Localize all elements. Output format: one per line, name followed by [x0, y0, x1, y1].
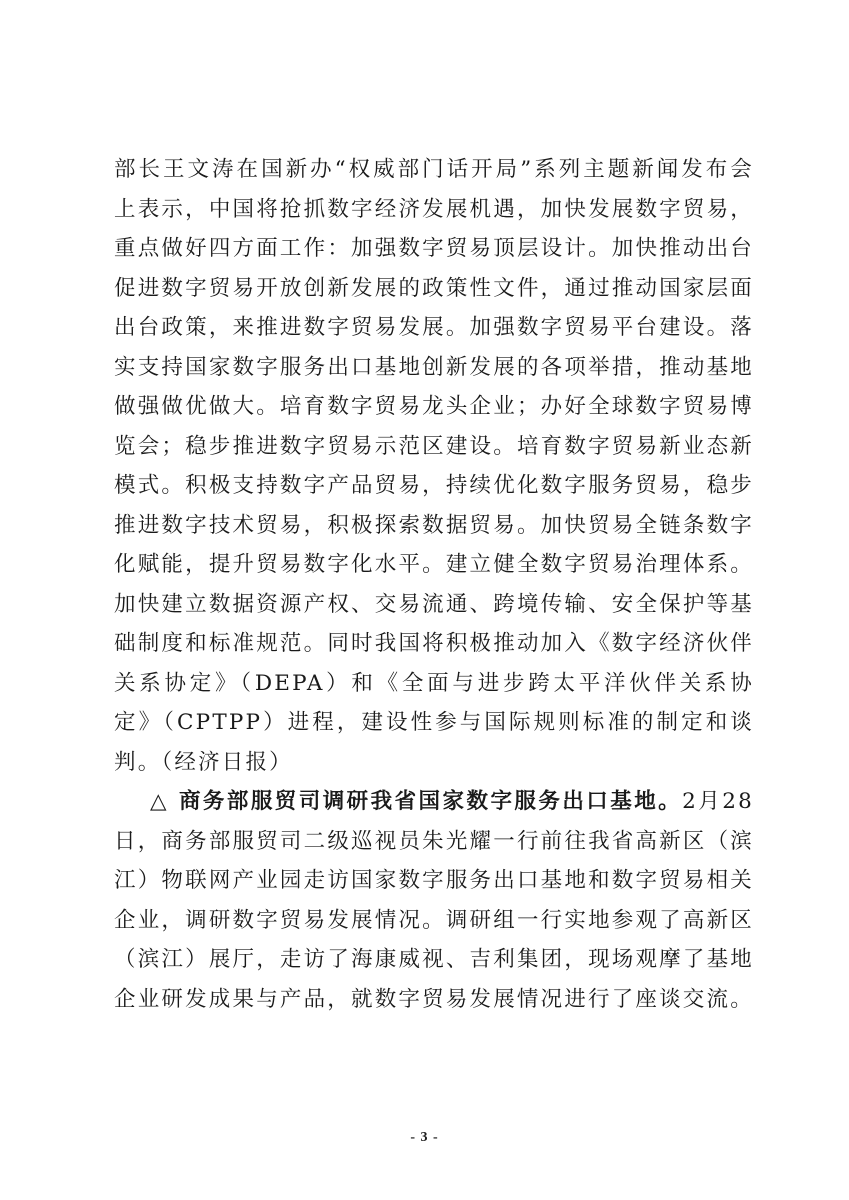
paragraph-research-visit	[114, 782, 754, 1019]
paragraph-digital-trade-policy: 部长王文涛在国新办“权威部门话开局”系列主题新闻发布会上表示，中国将抢抓数字经济发展机遇，加快发展数字贸易，重点做好四方面工作：加强数字贸易顶层设计。加快推动出台促进数字贸易开放创新发展的政策性文件，通过推动国家层面出台政策，来推进数字贸易发展。加强数字贸易平台建设。落实支持国家数字服务出口基地创新发展的各项举措，推动基地做强做优做大。培育数字贸易龙头企业；办好全球数字贸易博览会；稳步推进数字贸易示范区建设。培育数字贸易新业态新模式。积极支持数字产品贸易，持续优化数字服务贸易，稳步推进数字技术贸易，积极探索数据贸易。加快贸易全链条数字化赋能，提升贸易数字化水平。建立健全数字贸易治理体系。加快建立数据资源产权、交易流通、跨境传输、安全保护等基础制度和标准规范。同时我国将积极推动加入《数字经济伙伴关系协定》（DEPA）和《全面与进步跨太平洋伙伴关系协定》（CPTPP）进程，建设性参与国际规则标准的制定和谈判。（经济日报）	[114, 157, 754, 775]
page-number: - 3 -	[410, 1130, 439, 1145]
paragraph-research-body: 2月28日，商务部服贸司二级巡视员朱光耀一行前往我省高新区（滨江）物联网产业园走访国家数字服务出口基地和数字贸易相关企业，调研数字贸易发展情况。调研组一行实地参观了高新区（滨江）展厅，走访了海康威视、吉利集团，现场观摩了基地企业研发成果与产品，就数字贸易发展情况进行了座谈交流。	[114, 789, 755, 1012]
document-body	[114, 150, 754, 1019]
paragraph-lead-heading: △ 商务部服贸司调研我省国家数字服务出口基地。	[150, 789, 683, 814]
